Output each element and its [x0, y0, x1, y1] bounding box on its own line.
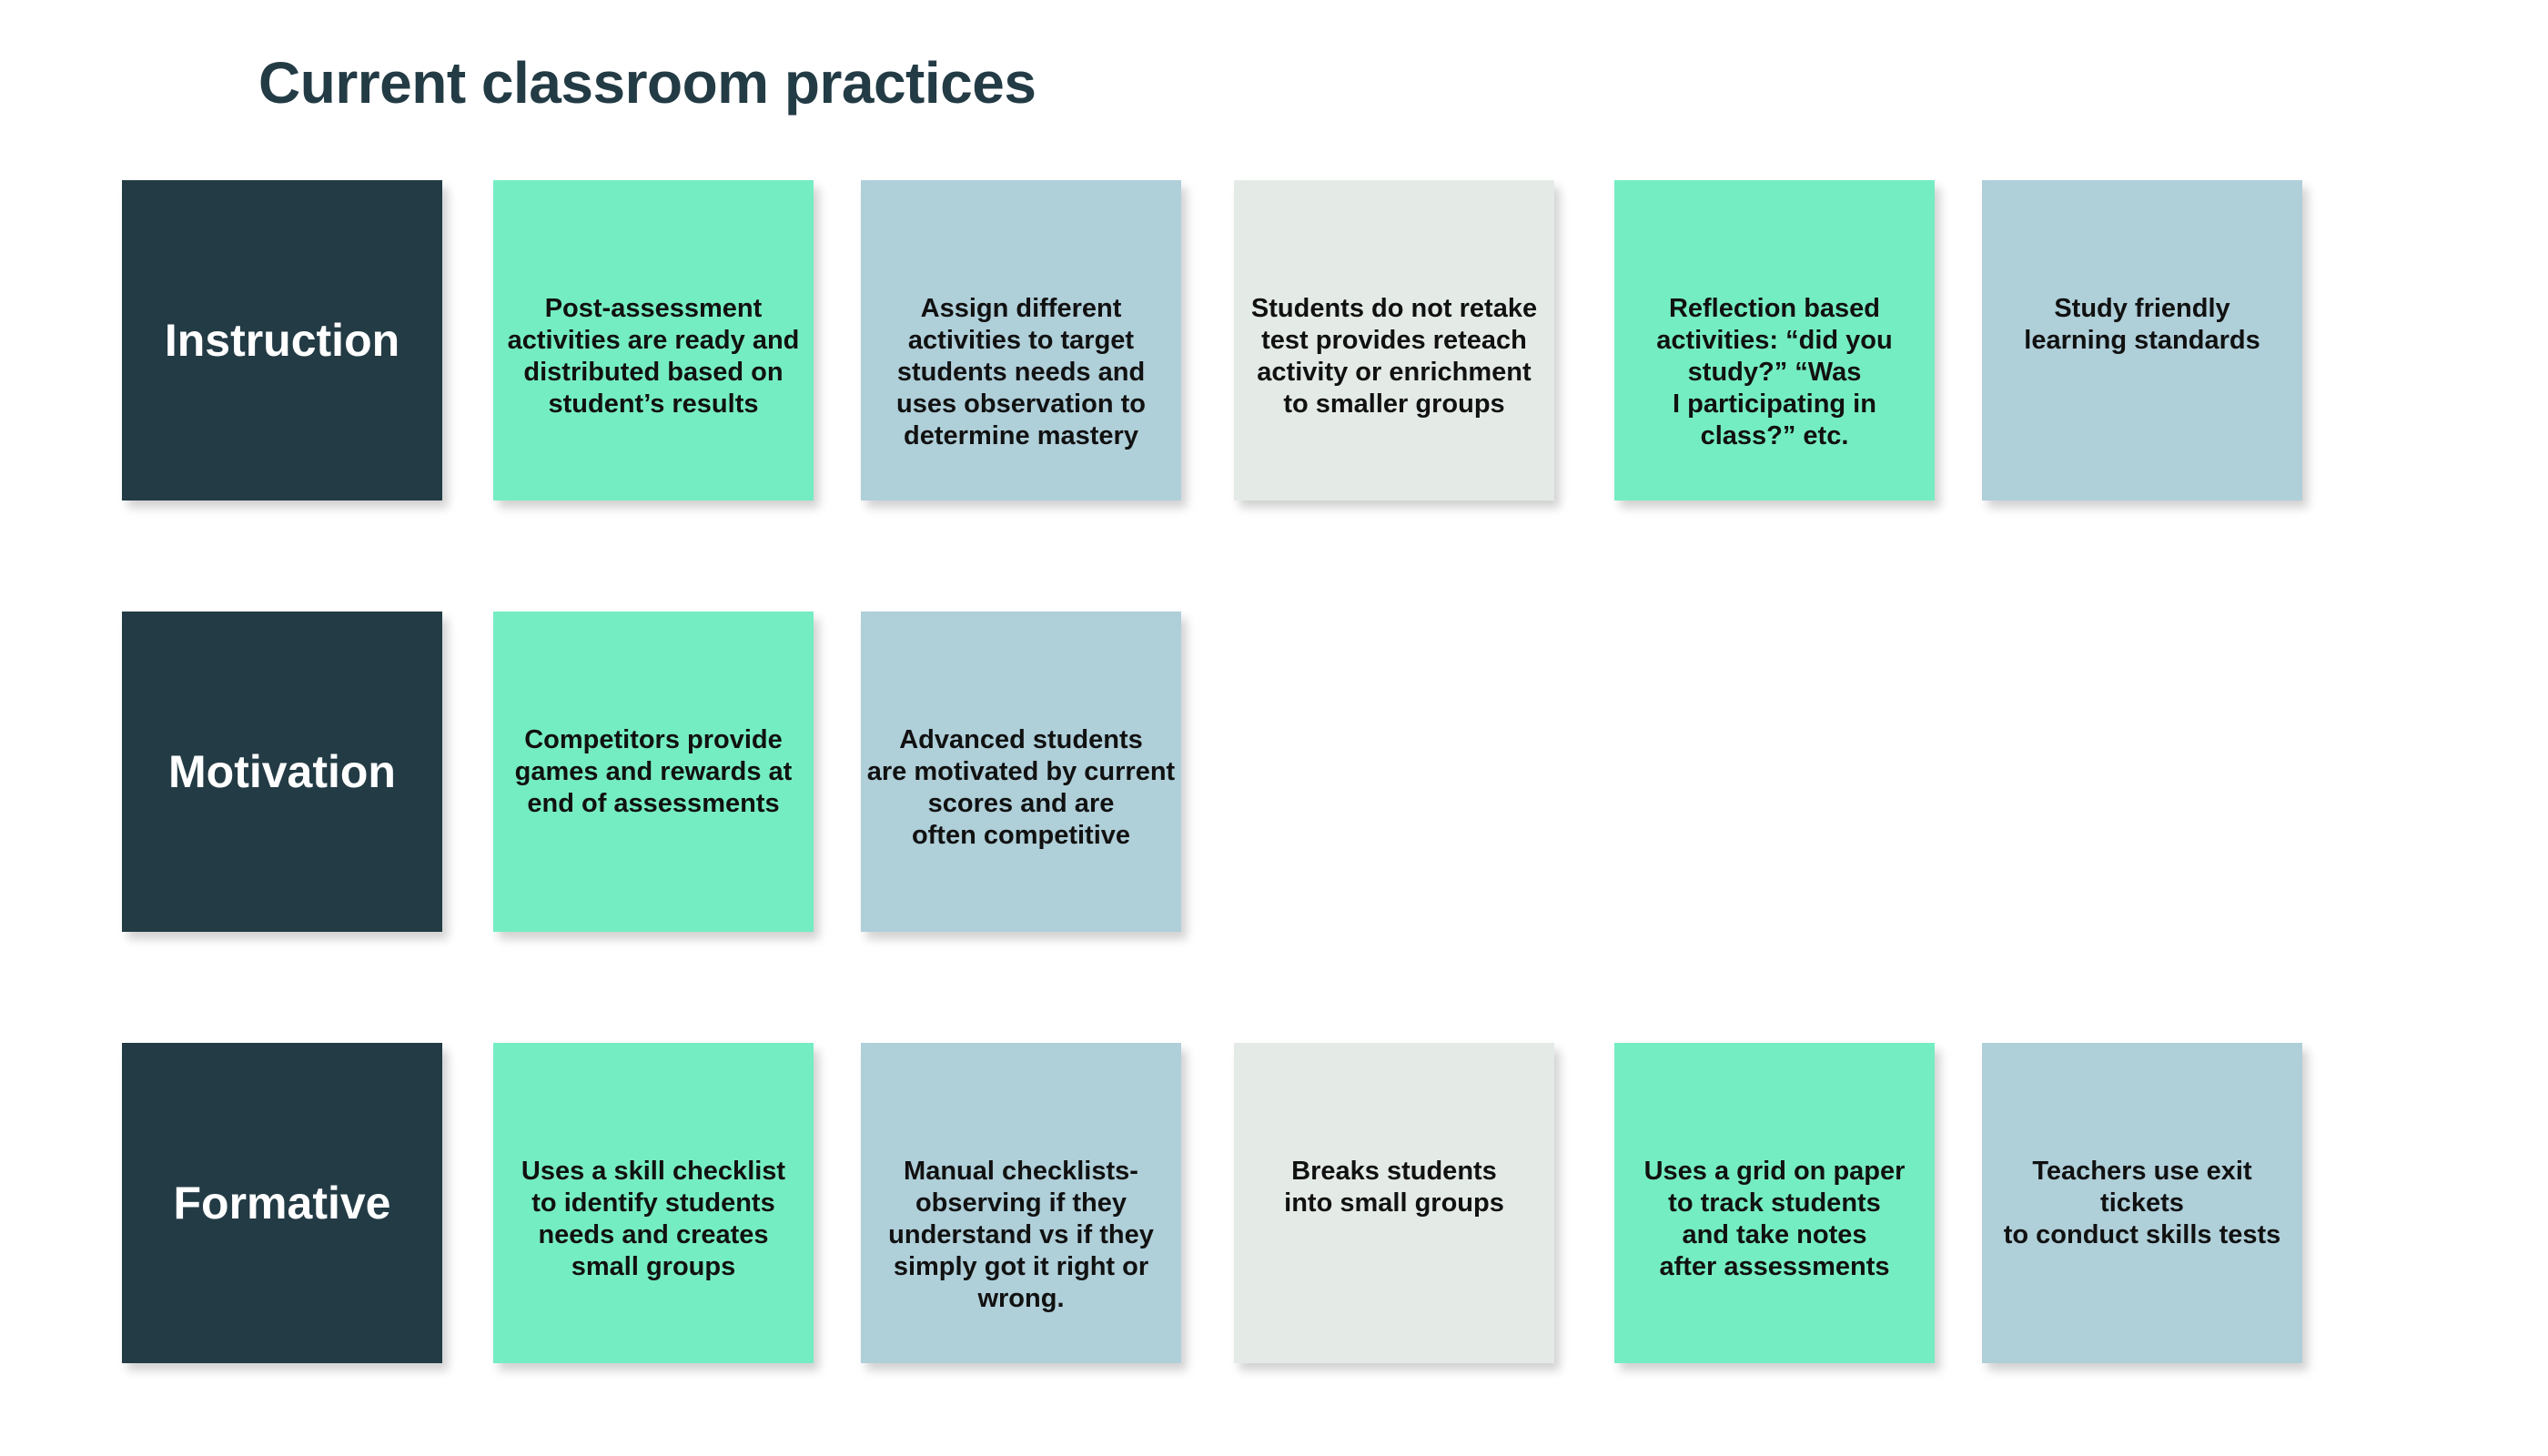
sticky-note-text: Uses a grid on paper to track students and take notes after assessments: [1643, 1157, 1906, 1281]
header-note-formative[interactable]: [122, 1043, 442, 1363]
sticky-note[interactable]: [861, 1043, 1181, 1363]
sticky-note[interactable]: [861, 612, 1181, 932]
header-note-label: Formative: [173, 1178, 391, 1228]
sticky-note-text: Advanced students are motivated by current scores and are often competitive: [866, 725, 1176, 850]
sticky-note-text: Students do not retake test provides reteach activity or enrichment to smaller groups: [1250, 294, 1538, 419]
sticky-note-text: Teachers use exit tickets to conduct skills tests: [2003, 1157, 2281, 1249]
sticky-note[interactable]: [1614, 1043, 1935, 1363]
sticky-note[interactable]: [493, 180, 814, 500]
sticky-note-text: Study friendly learning standards: [2024, 294, 2260, 355]
sticky-note-text: Post-assessment activities are ready and distributed based on student’s results: [507, 294, 800, 419]
sticky-note[interactable]: [1982, 1043, 2302, 1363]
header-note-instruction[interactable]: [122, 180, 442, 500]
sticky-note-text: Assign different activities to target students needs and uses observation to determine mastery: [896, 294, 1146, 450]
sticky-note-text: Breaks students into small groups: [1284, 1157, 1504, 1218]
sticky-note[interactable]: [493, 1043, 814, 1363]
sticky-note-text: Competitors provide games and rewards at end of assessments: [514, 725, 793, 818]
sticky-note[interactable]: [1614, 180, 1935, 500]
sticky-note[interactable]: [1234, 1043, 1554, 1363]
sticky-note[interactable]: [1234, 180, 1554, 500]
header-note-label: Instruction: [164, 315, 400, 366]
sticky-note-text: Uses a skill checklist to identify students needs and creates small groups: [521, 1157, 786, 1281]
sticky-note[interactable]: [1982, 180, 2302, 500]
header-note-motivation[interactable]: [122, 612, 442, 932]
sticky-note-text: Reflection based activities: “did you study?” “Was I participating in class?” etc.: [1656, 294, 1893, 450]
sticky-note[interactable]: [493, 612, 814, 932]
sticky-note-text: Manual checklists- observing if they understand vs if they simply got it right or wrong.: [888, 1157, 1154, 1313]
board-title: Current classroom practices: [258, 50, 1036, 116]
sticky-note[interactable]: [861, 180, 1181, 500]
header-note-label: Motivation: [168, 746, 396, 797]
